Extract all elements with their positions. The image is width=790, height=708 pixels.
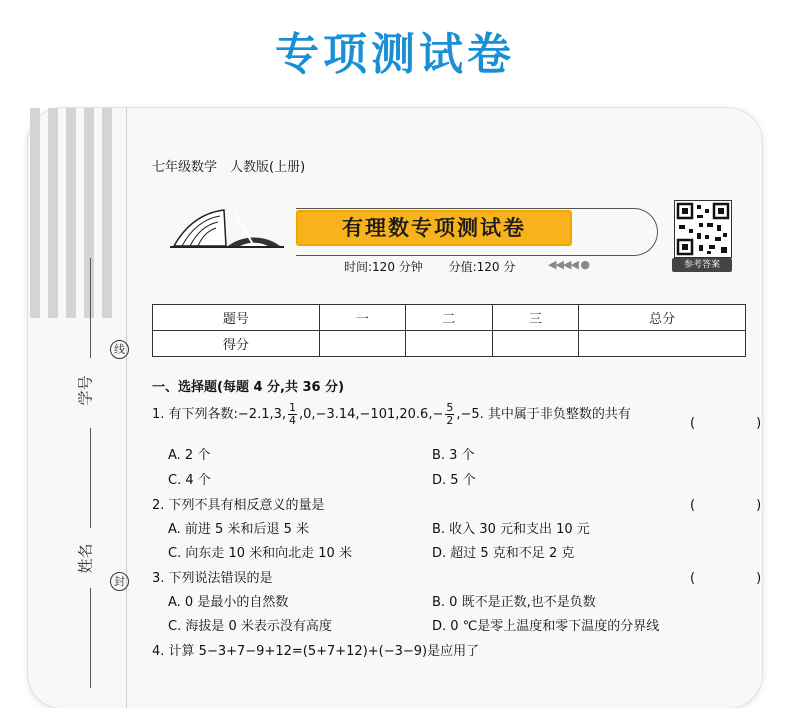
- score-table: [152, 304, 746, 357]
- question-2-stem: 2. 下列不具有相反意义的量是: [152, 498, 325, 513]
- score-table-row: [153, 331, 746, 357]
- question-2-option-d[interactable]: D. 超过 5 克和不足 2 克: [432, 546, 575, 561]
- score-row-label: 得分: [153, 331, 320, 357]
- question-4-stem: 4. 计算 5−3+7−9+12=(5+7+12)+(−3−9)是应用了: [152, 644, 480, 659]
- question-3-option-a[interactable]: A. 0 是最小的自然数: [168, 595, 289, 610]
- book-ruler-icon: [170, 202, 284, 250]
- page-header-title: 专项测试卷: [275, 29, 515, 80]
- question-1-option-d[interactable]: D. 5 个: [432, 473, 476, 488]
- score-cell[interactable]: [492, 331, 579, 357]
- fraction-five-halves: $\frac{5}{2}$: [446, 401, 454, 427]
- section-title: 一、选择题(每题 4 分,共 36 分): [152, 380, 345, 395]
- question-3-option-b[interactable]: B. 0 既不是正数,也不是负数: [432, 595, 596, 610]
- exam-score: 分值:120 分: [448, 260, 516, 274]
- score-cell[interactable]: [579, 331, 746, 357]
- question-2-option-c[interactable]: C. 向东走 10 米和向北走 10 米: [168, 546, 352, 561]
- score-table-header-row: [153, 305, 746, 331]
- question-3-stem: 3. 下列说法错误的是: [152, 571, 273, 586]
- seal-line-marker: 线: [110, 340, 129, 359]
- question-3-option-c[interactable]: C. 海拔是 0 米表示没有高度: [168, 619, 332, 634]
- answer-blank[interactable]: ( ): [690, 571, 786, 586]
- exam-time: 时间:120 分钟: [344, 260, 423, 274]
- answer-blank[interactable]: ( ): [690, 498, 786, 513]
- name-label: 姓名: [76, 543, 95, 574]
- score-header-cell: 一: [319, 305, 406, 331]
- score-cell[interactable]: [319, 331, 406, 357]
- score-header-cell: 总分: [579, 305, 746, 331]
- subject-line: 七年级数学 人教版(上册): [152, 160, 306, 175]
- question-2-option-a[interactable]: A. 前进 5 米和后退 5 米: [168, 522, 310, 537]
- question-2-option-b[interactable]: B. 收入 30 元和支出 10 元: [432, 522, 590, 537]
- score-cell[interactable]: [406, 331, 493, 357]
- score-header-cell: 二: [406, 305, 493, 331]
- exam-paper-card: [28, 108, 786, 708]
- question-3-option-d[interactable]: D. 0 ℃是零上温度和零下温度的分界线: [432, 619, 660, 634]
- exam-meta: [344, 258, 537, 275]
- question-1-option-b[interactable]: B. 3 个: [432, 448, 475, 463]
- question-1-stem: 1. 有下列各数:−2.1,3, $\frac{1}{4}$ ,0,−3.14,−101,20.6,− $\frac{5}{2}$ ,−5. 其中属于非负整数的共有: [152, 401, 631, 427]
- qr-code-icon[interactable]: [674, 200, 732, 258]
- question-1-option-c[interactable]: C. 4 个: [168, 473, 211, 488]
- qr-answer-label: 参考答案: [672, 258, 732, 272]
- exam-sheet: [28, 108, 786, 708]
- banner-title: 有理数专项测试卷: [342, 216, 526, 240]
- score-header-cell: 题号: [153, 305, 320, 331]
- question-1-option-a[interactable]: A. 2 个: [168, 448, 211, 463]
- fraction-one-quarter: $\frac{1}{4}$: [289, 401, 297, 427]
- banner-highlight: [296, 210, 572, 246]
- score-header-cell: 三: [492, 305, 579, 331]
- student-id-label: 学号: [76, 375, 95, 406]
- seal-fold-marker: 封: [110, 572, 129, 591]
- answer-blank[interactable]: ( ): [690, 416, 786, 431]
- arrow-decoration-icon: ◀◀◀◀ ●: [548, 258, 589, 271]
